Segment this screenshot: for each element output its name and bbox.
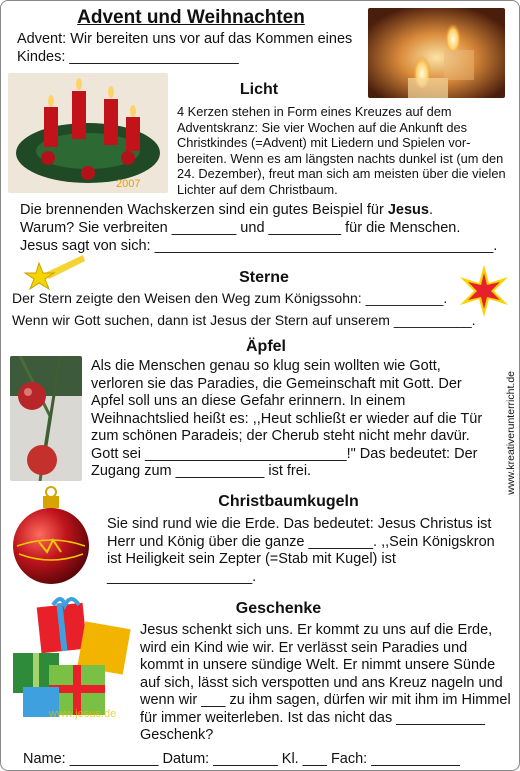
aepfel-heading: Äpfel [246, 338, 286, 355]
wreath-year: 2007 [116, 178, 141, 190]
apples-photo [10, 356, 82, 481]
page-title: Advent und Weihnachten [77, 7, 305, 28]
christmas-ball-icon [9, 484, 93, 588]
advent-wreath-photo [8, 73, 168, 193]
kugeln-heading: Christbaumkugeln [218, 493, 359, 510]
sterne-heading: Sterne [239, 269, 289, 286]
jesus-word: Jesus [387, 202, 429, 218]
licht-line-1 [20, 202, 510, 220]
kugeln-text: Sie sind rund wie die Erde. Das bedeutet: Jesus Christus ist Herr und König über die ganze ________. ,,Sein Königskron ist Heiligkeit sein Zepter (=Stab mit Kugel) ist __________________. [107, 516, 495, 585]
shooting-star-icon [23, 247, 93, 291]
presents-watermark: www.jesus.de [49, 708, 117, 720]
licht-text: 4 Kerzen stehen in Form eines Kreuzes auf dem Adventskranz: Sie vier Wochen auf die Ankunft des Christkindes (=Advent) mit Liedern und Spielen vor-bereiten. Wenn es am längsten nachts dunkel ist (um den 24. Dezember), freut man sich am meisten über die vielen Lichter auf dem Christbaum. [177, 104, 506, 197]
candle-photo [368, 8, 505, 98]
licht-line-3: Jesus sagt von sich: __________________________________________. [20, 238, 498, 254]
aepfel-text: Als die Menschen genau so klug sein wollten wie Gott, verloren sie das Paradies, die Gemeinschaft mit Gott. Der Apfel soll uns an diese Gefahr erinnern. In einem Weihnachtslied heißt es: ,,Heut schließt er wieder auf die Tür zum schönen Paradeis; der Cherub steht nicht mehr davür. Gott sei _________________________!" Das bedeutet: Der Zugang zum ___________ ist frei. [91, 358, 483, 479]
presents-icon [9, 595, 131, 725]
licht-line-1-post: . [428, 202, 433, 218]
star-icon [456, 263, 512, 319]
sterne-line-2: Wenn wir Gott suchen, dann ist Jesus der Stern auf unserem __________. [12, 312, 476, 328]
sterne-line-1: Der Stern zeigte den Weisen den Weg zum Königssohn: __________. [12, 290, 448, 306]
intro-text: Advent: Wir bereiten uns vor auf das Kommen eines Kindes: _____________________ [17, 31, 353, 65]
footer-fields: Name: ___________ Datum: ________ Kl. ___ Fach: ___________ [23, 751, 460, 767]
licht-line-2: Warum? Sie verbreiten ________ und _________ für die Menschen. [20, 220, 461, 236]
geschenke-heading: Geschenke [235, 600, 322, 617]
side-website-text: www.kreativerunterricht.de [505, 371, 517, 495]
geschenke-text: Jesus schenkt sich uns. Er kommt zu uns auf die Erde, wird ein Kind wie wir. Er verlässt sein Paradies und kommt in unsere sündige Welt. Er nimmt unsere Sünde auf sich, lässt sich verspotten und ans Kreuz nageln und wenn wir ___ zu ihm sagen, dürfen wir mit ihm im Himmel für immer weiterleben. Ist das nicht das ___________ Geschenk? [140, 622, 511, 743]
licht-heading: Licht [239, 81, 279, 98]
licht-line-1-pre: Die brennenden Wachskerzen sind ein gutes Beispiel für [20, 202, 388, 218]
